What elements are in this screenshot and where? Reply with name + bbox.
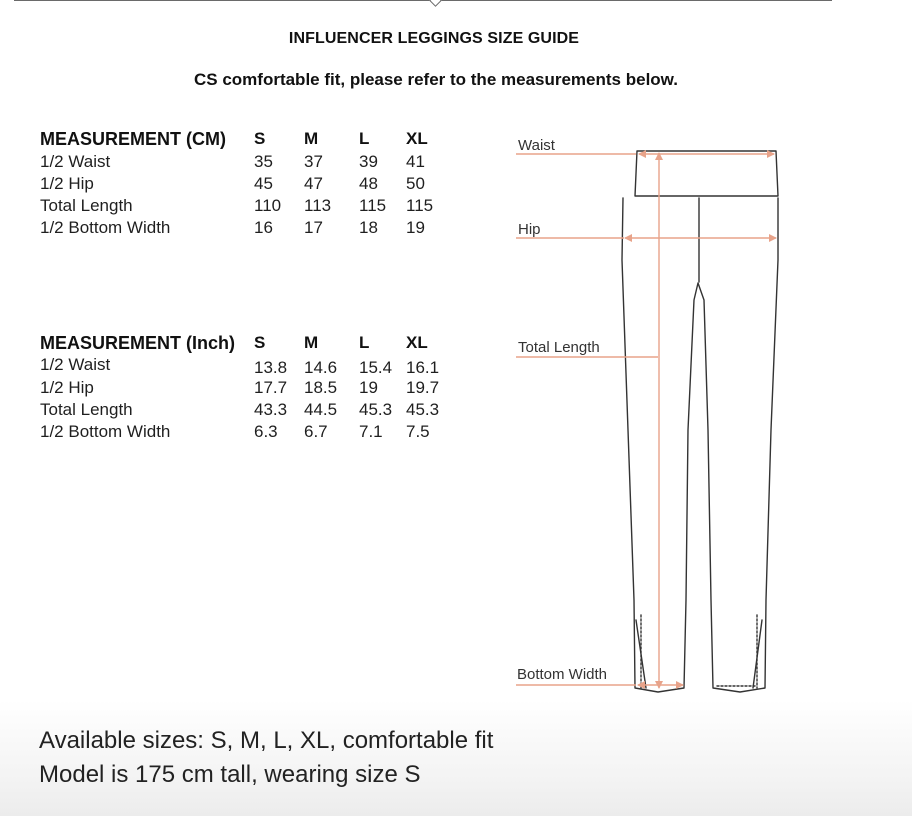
header-size-m: M bbox=[304, 129, 319, 148]
cell-l: 115 bbox=[359, 196, 387, 215]
cell-xl: 19.7 bbox=[406, 378, 440, 397]
cell-xl: 45.3 bbox=[406, 400, 440, 419]
row-label: 1/2 Bottom Width bbox=[40, 422, 171, 441]
cell-s: 17.7 bbox=[254, 378, 288, 397]
row-label: 1/2 Waist bbox=[40, 152, 111, 171]
legs-shape bbox=[622, 198, 778, 692]
header-size-l: L bbox=[359, 333, 370, 352]
cell-m: 44.5 bbox=[304, 400, 338, 419]
header-size-s: S bbox=[254, 129, 266, 148]
cell-l: 48 bbox=[359, 174, 378, 193]
row-label: 1/2 Hip bbox=[40, 174, 94, 193]
page-title: INFLUENCER LEGGINGS SIZE GUIDE bbox=[288, 30, 580, 47]
available-sizes-text: Available sizes: S, M, L, XL, comfortable fit bbox=[39, 727, 494, 754]
bottom-width-label: Bottom Width bbox=[517, 666, 608, 683]
page-subtitle: CS comfortable fit, please refer to the measurements below. bbox=[193, 70, 678, 89]
header-label: MEASUREMENT (CM) bbox=[40, 129, 226, 149]
cell-xl: 7.5 bbox=[406, 422, 430, 441]
waistband-shape bbox=[635, 151, 778, 196]
cell-m: 14.6 bbox=[304, 358, 338, 377]
hip-label: Hip bbox=[518, 221, 541, 238]
header-size-xl: XL bbox=[406, 333, 428, 352]
cell-l: 18 bbox=[359, 218, 378, 237]
waist-label: Waist bbox=[518, 137, 555, 154]
cell-l: 7.1 bbox=[359, 422, 383, 441]
cell-s: 110 bbox=[254, 196, 282, 215]
cell-m: 17 bbox=[304, 218, 323, 237]
row-label: 1/2 Waist bbox=[40, 355, 111, 374]
cell-m: 47 bbox=[304, 174, 323, 193]
row-label: 1/2 Bottom Width bbox=[40, 218, 171, 237]
cell-l: 19 bbox=[359, 378, 378, 397]
total-length-label: Total Length bbox=[518, 339, 600, 356]
header-size-s: S bbox=[254, 333, 266, 352]
cell-m: 6.7 bbox=[304, 422, 328, 441]
cell-xl: 19 bbox=[406, 218, 425, 237]
cell-s: 13.8 bbox=[254, 358, 288, 377]
left-cuff-seam bbox=[636, 620, 646, 688]
measurement-lines bbox=[516, 153, 776, 688]
header-size-l: L bbox=[359, 129, 370, 148]
header-size-m: M bbox=[304, 333, 319, 352]
cell-xl: 16.1 bbox=[406, 358, 440, 377]
cell-s: 16 bbox=[254, 218, 273, 237]
cell-s: 43.3 bbox=[254, 400, 288, 419]
row-label: Total Length bbox=[40, 196, 133, 215]
cell-xl: 115 bbox=[406, 196, 434, 215]
cell-m: 113 bbox=[304, 196, 332, 215]
cell-l: 15.4 bbox=[359, 358, 393, 377]
cell-s: 35 bbox=[254, 152, 273, 171]
row-label: Total Length bbox=[40, 400, 133, 419]
row-label: 1/2 Hip bbox=[40, 378, 94, 397]
right-cuff-seam bbox=[753, 620, 762, 688]
cell-xl: 41 bbox=[406, 152, 425, 171]
header-label: MEASUREMENT (Inch) bbox=[40, 333, 235, 353]
cell-m: 37 bbox=[304, 152, 323, 171]
cell-l: 45.3 bbox=[359, 400, 393, 419]
cell-xl: 50 bbox=[406, 174, 425, 193]
model-info-text: Model is 175 cm tall, wearing size S bbox=[39, 761, 421, 788]
cell-m: 18.5 bbox=[304, 378, 338, 397]
cell-s: 45 bbox=[254, 174, 273, 193]
cell-l: 39 bbox=[359, 152, 378, 171]
cell-s: 6.3 bbox=[254, 422, 278, 441]
leggings-outline bbox=[622, 151, 778, 692]
header-size-xl: XL bbox=[406, 129, 428, 148]
